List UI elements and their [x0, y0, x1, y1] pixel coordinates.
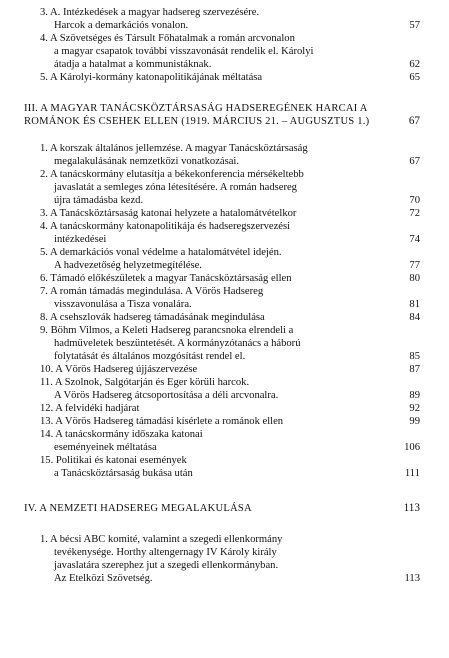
section-heading-line: ROMÁNOK ÉS CSEHEK ELLEN (1919. MÁRCIUS 21. – AUGUSZTUS 1.): [24, 116, 370, 127]
section-page-number: 67: [408, 115, 420, 127]
page-number: 106: [404, 442, 420, 453]
toc-entry-line: 7. A román támadás megindulása. A Vörös Hadsereg: [40, 286, 264, 297]
section-page-number: 113: [403, 502, 420, 514]
toc-entry-line: 1. A korszak általános jellemzése. A magyar Tanácsköztársaság: [40, 143, 308, 154]
page-number: 65: [409, 72, 420, 83]
toc-entry-line: hadműveletek beszüntetését. A kormányzótanács a háború: [54, 338, 301, 349]
toc-entry: [40, 402, 420, 415]
toc-entry-line: 9. Böhm Vilmos, a Keleti Hadsereg parancsnoka elrendeli a: [40, 325, 294, 336]
toc-entry-line: 4. A tanácskormány katonapolitikája és hadseregszervezési: [40, 221, 291, 232]
toc-entry-line: 4. A Szövetséges és Társult Főhatalmak a román arcvonalon: [40, 33, 295, 44]
section-heading-iii: [24, 102, 420, 128]
toc-entry: [40, 533, 420, 585]
toc-entry-line: javaslatát a semleges zóna létesítésére. A román hadsereg: [54, 182, 297, 193]
toc-entry-line: 5. A demarkációs vonal védelme a hatalomátvétel idején.: [40, 247, 282, 258]
toc-entry-line: 15. Politikai és katonai események: [40, 455, 187, 466]
toc-entry-line: átadja a hatalmat a kommunistáknak.: [54, 59, 212, 70]
toc-entry-line: megalakulásának nemzetközi vonatkozásai.: [54, 156, 240, 167]
toc-entry: [40, 415, 420, 428]
toc-entry-line: Az Etelközi Szövetség.: [54, 573, 153, 584]
page-number: 84: [409, 312, 420, 323]
toc-entry-line: 13. A Vörös Hadsereg támadási kísérlete a románok ellen: [40, 416, 284, 427]
page-number: 70: [409, 195, 420, 206]
toc-entry-line: tevékenysége. Horthy altengernagy IV Károly király: [54, 547, 277, 558]
toc-entry-line: 3. A Tanácsköztársaság katonai helyzete a hatalomátvételkor: [40, 208, 297, 219]
toc-entry-line: 10. A Vörös Hadsereg újjászervezése: [40, 364, 198, 375]
page-number: 81: [409, 299, 420, 310]
toc-entry-line: A Vörös Hadsereg átcsoportosítása a déli arcvonalra.: [54, 390, 279, 401]
toc-entry: [40, 311, 420, 324]
page-number: 57: [409, 20, 420, 31]
toc-entry: [40, 168, 420, 207]
toc-entry: [40, 246, 420, 272]
toc-entry-line: 12. A felvidéki hadjárat: [40, 403, 140, 414]
toc-entry-line: a Tanácsköztársaság bukása után: [54, 468, 193, 479]
page-number: 62: [409, 59, 420, 70]
toc-entry-line: 1. A bécsi ABC komité, valamint a szegedi ellenkormány: [40, 534, 283, 545]
toc-entry-line: 6. Támadó előkészületek a magyar Tanácsköztársaság ellen: [40, 273, 292, 284]
toc-entry: [40, 207, 420, 220]
toc-entry: [40, 220, 420, 246]
section-heading-iv: [24, 502, 420, 515]
toc-entry-line: a magyar csapatok további visszavonását rendelik el. Károlyi: [54, 46, 314, 57]
toc-entry: [40, 428, 420, 454]
page-number: 87: [409, 364, 420, 375]
toc-entry-line: 2. A tanácskormány elutasítja a békekonferencia mérsékeltebb: [40, 169, 304, 180]
toc-entry-line: 3. A. Intézkedések a magyar hadsereg szervezésére.: [40, 7, 260, 18]
toc-entry-line: 8. A csehszlovák hadsereg támadásának megindulása: [40, 312, 265, 323]
section-heading-line: III. A MAGYAR TANÁCSKÖZTÁRSASÁG HADSEREGÉNEK HARCAI A: [24, 103, 368, 114]
toc-entry: [40, 272, 420, 285]
section-heading-line: IV. A NEMZETI HADSEREG MEGALAKULÁSA: [24, 503, 252, 514]
toc-entry-line: újra támadásba kezd.: [54, 195, 144, 206]
toc-entry-line: folytatását és általános mozgósítást rendel el.: [54, 351, 246, 362]
toc-entry-line: javaslatára szerephez jut a szegedi ellenkormányban.: [54, 560, 279, 571]
toc-entry: [40, 454, 420, 480]
toc-entry-line: A hadvezetőség helyzetmegítélése.: [54, 260, 202, 271]
page-number: 111: [404, 468, 420, 479]
toc-entry: [40, 32, 420, 71]
toc-entry: [40, 376, 420, 402]
toc-entry: [40, 285, 420, 311]
toc-entry: [40, 324, 420, 363]
page-number: 89: [409, 390, 420, 401]
toc-entry-line: 14. A tanácskormány időszaka katonai: [40, 429, 203, 440]
toc-entry-line: 11. A Szolnok, Salgótarján és Eger körüli harcok.: [40, 377, 250, 388]
page-number: 77: [409, 260, 420, 271]
page-number: 113: [404, 573, 420, 584]
page-number: 74: [409, 234, 420, 245]
page-number: 80: [409, 273, 420, 284]
toc-entry: [40, 6, 420, 32]
page-number: 85: [409, 351, 420, 362]
toc-entry-line: Harcok a demarkációs vonalon.: [54, 20, 189, 31]
toc-entry: [40, 363, 420, 376]
page-number: 72: [409, 208, 420, 219]
page-number: 67: [409, 156, 420, 167]
toc-entry-line: intézkedései: [54, 234, 107, 245]
toc-entry-line: eseményeinek méltatása: [54, 442, 157, 453]
toc-entry-line: 5. A Károlyi-kormány katonapolitikájának méltatása: [40, 72, 263, 83]
toc-entry: [40, 71, 420, 84]
page-number: 92: [409, 403, 420, 414]
page-number: 99: [409, 416, 420, 427]
toc-entry-line: visszavonulása a Tisza vonalára.: [54, 299, 192, 310]
toc-entry: [40, 142, 420, 168]
